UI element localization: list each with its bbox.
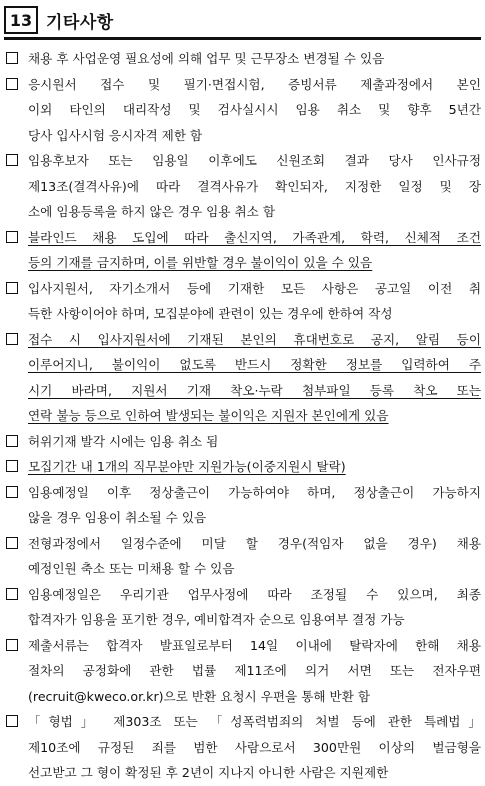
item-line: 블라인드 채용 도입에 따라 출신지역, 가족관계, 학력, 신체적 조건 (28, 229, 481, 245)
item-text (28, 709, 481, 786)
item-line: 소에 임용등록을 하지 않은 경우 임용 취소 함 (28, 204, 276, 219)
item-line: 임용예정일은 우리기관 업무사정에 따라 조정될 수 있으며, 최종 (28, 586, 481, 602)
item-text (28, 72, 481, 149)
item-line: 응시원서 접수 및 필기·면접시험, 증빙서류 제출과정에서 본인 (28, 76, 481, 92)
checkbox-icon (6, 154, 18, 166)
list-item (4, 327, 481, 429)
list-item (4, 582, 481, 633)
list-item (4, 429, 481, 455)
list-item (4, 531, 481, 582)
item-line: 채용 후 사업운영 필요성에 의해 업무 및 근무장소 변경될 수 있음 (28, 51, 385, 66)
item-line: 제10조에 규정된 죄를 범한 사람으로서 300만원 이상의 벌금형을 (28, 739, 481, 755)
item-text (28, 582, 481, 633)
checkbox-icon (6, 715, 18, 727)
item-text (28, 225, 481, 276)
checkbox-icon (6, 282, 18, 294)
checkbox-icon (6, 333, 18, 345)
item-line: 선고받고 그 형이 확정된 후 2년이 지나지 아니한 사람은 지원제한 (28, 765, 389, 780)
item-line: 접수 시 입사지원서에 기재된 본인의 휴대번호로 공지, 알림 등이 (28, 331, 481, 347)
list-item (4, 148, 481, 225)
list-item (4, 633, 481, 710)
item-line: (recruit@kweco.or.kr)으로 반환 요청시 우편을 통해 반환 함 (28, 688, 371, 704)
checkbox-icon (6, 52, 18, 64)
item-line: 당사 입사시험 응시자격 제한 함 (28, 127, 203, 143)
item-line: 임용예정일 이후 정상출근이 가능하여야 하며, 정상출근이 가능하지 (28, 484, 481, 500)
item-text (28, 327, 481, 429)
item-line: 「형법」 제303조 또는 「성폭력범죄의 처벌 등에 관한 특례법」 (28, 714, 481, 729)
checkbox-icon (6, 231, 18, 243)
item-line: 모집기간 내 1개의 직무분야만 지원가능(이중지원시 탈락) (28, 459, 346, 474)
list-item (4, 709, 481, 786)
item-text (28, 633, 481, 710)
item-line: 등의 기재를 금지하며, 이를 위반할 경우 불이익이 있을 수 있음 (28, 255, 373, 270)
notice-list (4, 46, 481, 786)
section-title: 기타사항 (46, 12, 114, 33)
item-line: 이루어지니, 불이익이 없도록 반드시 정확한 정보를 입력하여 주 (28, 357, 481, 372)
checkbox-icon (6, 78, 18, 90)
item-text (28, 276, 481, 327)
checkbox-icon (6, 435, 18, 447)
item-line: 시기 바라며, 지원서 기재 착오·누락 첨부파일 등록 착오 또는 (28, 382, 481, 398)
checkbox-icon (6, 486, 18, 498)
item-text (28, 480, 481, 531)
item-line: 제13조(결격사유)에 따라 결격사유가 확인되자, 지정한 일정 및 장 (28, 178, 481, 194)
list-item (4, 46, 481, 72)
list-item (4, 480, 481, 531)
item-line: 전형과정에서 일정수준에 미달 할 경우(적임자 없을 경우) 채용 (28, 535, 481, 551)
item-text (28, 46, 481, 72)
item-line: 제출서류는 합격자 발표일로부터 14일 이내에 탈락자에 한해 채용 (28, 637, 481, 653)
item-line: 입사지원서, 자기소개서 등에 기재한 모든 사항은 공고일 이전 취 (28, 280, 481, 296)
section-number: 13 (4, 6, 38, 34)
item-line: 예정인원 축소 또는 미채용 할 수 있음 (28, 561, 235, 576)
checkbox-icon (6, 460, 18, 472)
list-item (4, 72, 481, 149)
item-line: 연락 불능 등으로 인하여 발생되는 불이익은 지원자 본인에게 있음 (28, 408, 389, 423)
header-rule (4, 37, 481, 40)
item-text (28, 531, 481, 582)
checkbox-icon (6, 537, 18, 549)
item-line: 않을 경우 임용이 취소될 수 있음 (28, 510, 207, 525)
item-line: 이외 타인의 대리작성 및 검사실시시 임용 취소 및 향후 5년간 (28, 102, 481, 117)
list-item (4, 276, 481, 327)
item-line: 득한 사항이어야 하며, 모집분야에 관련이 있는 경우에 한하여 작성 (28, 306, 393, 321)
item-line: 임용후보자 또는 임용일 이후에도 신원조회 결과 당사 인사규정 (28, 153, 481, 168)
item-line: 합격자가 임용을 포기한 경우, 예비합격자 순으로 임용여부 결정 가능 (28, 612, 405, 627)
list-item (4, 454, 481, 480)
item-line: 허위기재 발각 시에는 임용 취소 됨 (28, 433, 219, 449)
checkbox-icon (6, 639, 18, 651)
item-text (28, 148, 481, 225)
section-header (4, 4, 481, 36)
item-text (28, 454, 481, 480)
list-item (4, 225, 481, 276)
item-line: 절차의 공정화에 관한 법률 제11조에 의거 서면 또는 전자우편 (28, 663, 481, 678)
checkbox-icon (6, 588, 18, 600)
item-text (28, 429, 481, 455)
